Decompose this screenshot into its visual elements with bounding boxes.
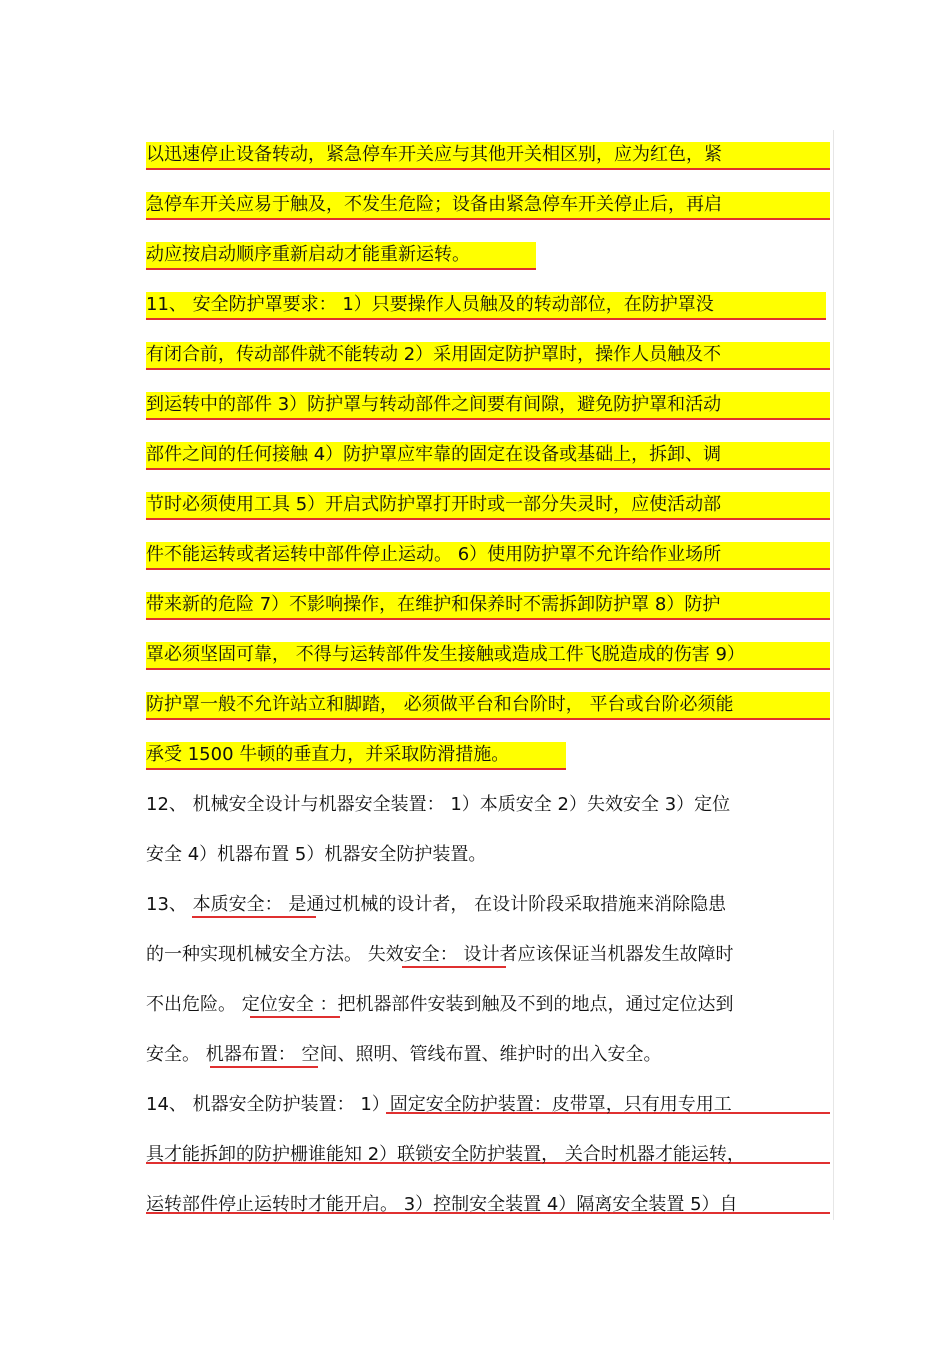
annotation-underline [210,1066,318,1068]
annotation-underline [402,966,506,968]
text-line [146,430,832,480]
text-line [146,180,832,230]
underline-mark [146,268,536,270]
line-text: 急停车开关应易于触及，不发生危险；设备由紧急停车开关停止后，再启 [146,194,722,215]
line-text: 运转部件停止运转时才能开启。 3）控制安全装置 4）隔离安全装置 5）自 [146,1194,738,1215]
text-line [146,230,832,280]
document-body [146,130,832,1230]
underline-mark [146,768,566,770]
line-text: 动应按启动顺序重新启动才能重新运转。 [146,244,470,265]
underline-mark [146,168,830,170]
line-text: 节时必须使用工具 5）开启式防护罩打开时或一部分失灵时，应使活动部 [146,494,722,515]
text-line [146,630,832,680]
line-text: 以迅速停止设备转动，紧急停车开关应与其他开关相区别，应为红色，紧 [146,144,722,165]
text-line [146,580,832,630]
text-line [146,530,832,580]
text-line [146,730,832,780]
line-text: 的一种实现机械安全方法。 失效安全： 设计者应该保证当机器发生故障时 [146,944,734,965]
underline-mark [146,218,830,220]
text-line [146,780,832,830]
underline-mark [146,368,830,370]
text-line [146,980,832,1030]
underline-mark [146,618,830,620]
underline-mark [146,318,826,320]
line-text: 防护罩一般不允许站立和脚踏， 必须做平台和台阶时， 平台或台阶必须能 [146,694,734,715]
underline-mark [146,568,830,570]
underline-mark [146,668,830,670]
line-text: 11、 安全防护罩要求： 1）只要操作人员触及的转动部位，在防护罩没 [146,294,714,315]
text-line [146,1080,832,1130]
text-line [146,1030,832,1080]
annotation-underline [192,916,316,918]
text-line [146,480,832,530]
text-line [146,130,832,180]
text-line [146,380,832,430]
line-text: 有闭合前，传动部件就不能转动 2）采用固定防护罩时，操作人员触及不 [146,344,722,365]
text-line [146,1180,832,1230]
underline-mark [146,418,830,420]
line-text: 12、 机械安全设计与机器安全装置： 1）本质安全 2）失效安全 3）定位 [146,794,731,815]
line-text: 14、 机器安全防护装置： 1）固定安全防护装置：皮带罩，只有用专用工 [146,1094,732,1115]
page-edge [833,130,834,1220]
line-text: 安全 4）机器布置 5）机器安全防护装置。 [146,844,487,865]
line-text: 不出危险。 定位安全 ：把机器部件安装到触及不到的地点，通过定位达到 [146,994,734,1015]
line-text: 13、 本质安全： 是通过机械的设计者， 在设计阶段采取措施来消除隐患 [146,894,727,915]
text-line [146,330,832,380]
line-text: 安全。 机器布置： 空间、照明、管线布置、维护时的出入安全。 [146,1044,662,1065]
underline-mark [146,468,830,470]
text-line [146,680,832,730]
line-text: 罩必须坚固可靠， 不得与运转部件发生接触或造成工件飞脱造成的伤害 9） [146,644,745,665]
text-line [146,830,832,880]
text-line [146,880,832,930]
line-text: 件不能运转或者运转中部件停止运动。 6）使用防护罩不允许给作业场所 [146,544,722,565]
line-text: 部件之间的任何接触 4）防护罩应牢靠的固定在设备或基础上，拆卸、调 [146,444,722,465]
underline-mark [146,518,830,520]
text-line [146,1130,832,1180]
line-text: 带来新的危险 7）不影响操作，在维护和保养时不需拆卸防护罩 8）防护 [146,594,721,615]
text-line [146,930,832,980]
line-text: 承受 1500 牛顿的垂直力，并采取防滑措施。 [146,744,510,765]
underline-mark [146,718,830,720]
line-text: 具才能拆卸的防护栅谁能知 2）联锁安全防护装置， 关合时机器才能运转， [146,1144,745,1165]
line-text: 到运转中的部件 3）防护罩与转动部件之间要有间隙，避免防护罩和活动 [146,394,722,415]
text-line [146,280,832,330]
annotation-underline [250,1016,340,1018]
